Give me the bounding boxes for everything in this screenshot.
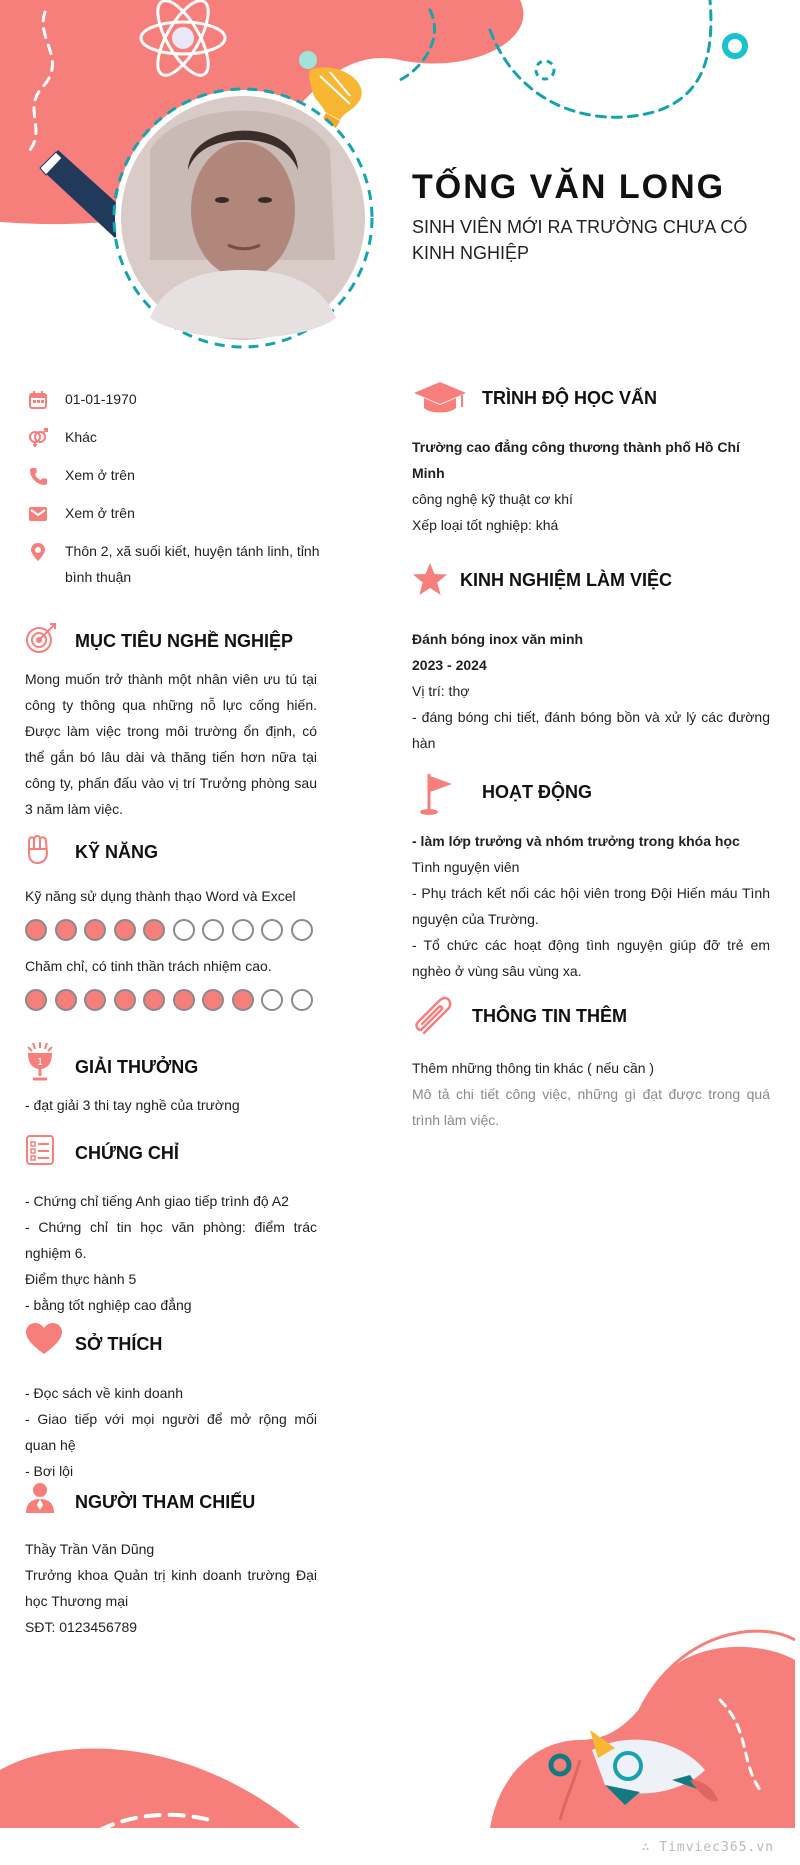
avatar-photo — [121, 96, 365, 340]
candidate-name: TỐNG VĂN LONG — [412, 168, 726, 206]
rating-dot — [84, 919, 106, 941]
experience-section — [412, 562, 770, 756]
trophy-icon — [25, 1040, 55, 1082]
reference-line: Trưởng khoa Quản trị kinh doanh trường Đại học Thương mại — [25, 1567, 317, 1609]
awards-header — [25, 1040, 317, 1084]
work-position: Vị trí: thợ — [412, 683, 470, 699]
rating-dot — [55, 919, 77, 941]
certificate-line: Điểm thực hành 5 — [25, 1271, 137, 1287]
awards-title: GIẢI THƯỞNG — [75, 1057, 199, 1077]
skills-header — [25, 833, 317, 871]
location-pin-icon — [28, 542, 48, 562]
experience-details — [412, 626, 770, 756]
reference-line: SĐT: 0123456789 — [25, 1619, 138, 1635]
person-icon — [25, 1482, 55, 1514]
email-value: Xem ở trên — [65, 505, 135, 521]
company-name: Đánh bóng inox văn minh — [412, 631, 584, 647]
hobby-line: - Giao tiếp với mọi người để mở rộng mối quan hệ — [25, 1411, 317, 1453]
watermark: ∴ Timviec365.vn — [641, 1840, 774, 1855]
rating-dot — [232, 919, 254, 941]
work-description: - đáng bóng chi tiết, đánh bóng bồn và xử lý các đường hàn — [412, 709, 770, 751]
rating-dot — [143, 919, 165, 941]
additional-placeholder: Mô tả chi tiết công việc, những gì đạt được trong quá trình làm việc. — [412, 1086, 770, 1128]
certificate-line: - Chứng chỉ tin học văn phòng: điểm trác nghiệm 6. — [25, 1219, 317, 1261]
skill-rating — [25, 989, 317, 1011]
award-line: - đạt giải 3 thi tay nghề của trường — [25, 1097, 240, 1113]
rating-dot — [202, 919, 224, 941]
skill-item — [25, 953, 317, 1011]
skills-title: KỸ NĂNG — [75, 842, 159, 862]
experience-header — [412, 562, 770, 600]
phone-value: Xem ở trên — [65, 467, 135, 483]
hobbies-title: SỞ THÍCH — [75, 1334, 163, 1354]
certificates-title: CHỨNG CHỈ — [75, 1143, 179, 1163]
education-section — [412, 380, 770, 538]
rating-dot — [143, 989, 165, 1011]
gender-icon — [28, 428, 48, 448]
additional-details — [412, 1055, 770, 1133]
references-header — [25, 1482, 317, 1520]
contact-info — [28, 386, 328, 602]
skill-name: Kỹ năng sử dụng thành thạo Word và Excel — [25, 888, 296, 904]
rating-dot — [202, 989, 224, 1011]
gender-value: Khác — [65, 429, 97, 445]
education-details — [412, 434, 770, 538]
certificates-list — [25, 1188, 317, 1318]
svg-text:1: 1 — [36, 1057, 44, 1068]
gender-row — [28, 424, 328, 450]
reference-line: Thầy Trần Văn Dũng — [25, 1541, 155, 1557]
skill-rating — [25, 919, 317, 941]
activities-section — [412, 770, 770, 984]
calendar-icon — [28, 390, 48, 410]
address-row — [28, 538, 328, 590]
rating-dot — [232, 989, 254, 1011]
activity-line: - Tổ chức các hoạt động tình nguyện giúp đỡ trẻ em nghèo ở vùng sâu vùng xa. — [412, 937, 770, 979]
rating-dot — [291, 989, 313, 1011]
paperclip-icon — [412, 995, 454, 1037]
objective-section — [25, 622, 317, 822]
email-row — [28, 500, 328, 526]
email-icon — [28, 504, 48, 524]
rating-dot — [261, 989, 283, 1011]
star-icon — [412, 562, 448, 596]
address-value: Thôn 2, xã suối kiết, huyện tánh linh, tỉnh bình thuận — [65, 543, 320, 585]
activities-details — [412, 828, 770, 984]
rating-dot — [291, 919, 313, 941]
phone-row — [28, 462, 328, 488]
experience-title: KINH NGHIỆM LÀM VIỆC — [460, 570, 673, 590]
hobbies-header — [25, 1322, 317, 1360]
rating-dot — [25, 989, 47, 1011]
heart-icon — [25, 1322, 63, 1356]
target-icon — [25, 622, 57, 654]
school-name: Trường cao đẳng công thương thành phố Hồ Chí Minh — [412, 439, 740, 481]
rating-dot — [114, 989, 136, 1011]
activities-title: HOẠT ĐỘNG — [482, 782, 592, 802]
flag-icon — [412, 770, 456, 816]
graduation-cap-icon — [412, 380, 468, 416]
education-header — [412, 380, 770, 420]
activity-line: Tình nguyện viên — [412, 859, 520, 875]
additional-title: THÔNG TIN THÊM — [472, 1006, 627, 1026]
birthday-row — [28, 386, 328, 412]
hobbies-list — [25, 1380, 317, 1484]
rating-dot — [55, 989, 77, 1011]
activities-header — [412, 770, 770, 816]
education-title: TRÌNH ĐỘ HỌC VẤN — [482, 388, 657, 408]
work-period: 2023 - 2024 — [412, 657, 487, 673]
birthday-value: 01-01-1970 — [65, 391, 137, 407]
hobby-line: - Bơi lội — [25, 1463, 74, 1479]
footer-decoration — [0, 1620, 800, 1865]
graduation-grade: Xếp loại tốt nghiệp: khá — [412, 517, 559, 533]
rating-dot — [173, 919, 195, 941]
additional-text: Thêm những thông tin khác ( nếu cần ) — [412, 1060, 655, 1076]
rating-dot — [114, 919, 136, 941]
skills-section — [25, 833, 317, 1023]
rating-dot — [261, 919, 283, 941]
rating-dot — [173, 989, 195, 1011]
checklist-icon — [25, 1134, 55, 1166]
hobby-line: - Đọc sách về kinh doanh — [25, 1385, 183, 1401]
objective-text: Mong muốn trở thành một nhân viên ưu tú tại công ty thông qua những nỗ lực cống hiến. Được làm việc trong môi trường ổn định, có thể gắn bó lâu dài và thăng tiến hơn nữa tại công ty, phấn đấu vào vị trí Trưởng phòng sau 3 năm làm việc. — [25, 671, 317, 817]
rating-dot — [84, 989, 106, 1011]
fist-icon — [25, 833, 51, 865]
rating-dot — [25, 919, 47, 941]
activity-heading: - làm lớp trưởng và nhóm trưởng trong khóa học — [412, 833, 740, 849]
skill-name: Chăm chỉ, có tinh thần trách nhiệm cao. — [25, 958, 272, 974]
certificates-header — [25, 1134, 317, 1172]
objective-header — [25, 622, 317, 660]
skill-item — [25, 883, 317, 941]
references-section — [25, 1482, 317, 1640]
certificate-line: - Chứng chỉ tiếng Anh giao tiếp trình độ A2 — [25, 1193, 289, 1209]
activity-line: - Phụ trách kết nối các hội viên trong Đội Hiến máu Tình nguyện của Trường. — [412, 885, 770, 927]
hobbies-section — [25, 1322, 317, 1484]
candidate-title: SINH VIÊN MỚI RA TRƯỜNG CHƯA CÓ KINH NGHIỆP — [412, 217, 748, 263]
major: công nghệ kỹ thuật cơ khí — [412, 491, 573, 507]
objective-title: MỤC TIÊU NGHỀ NGHIỆP — [75, 631, 294, 651]
certificates-section — [25, 1134, 317, 1318]
phone-icon — [28, 466, 48, 486]
references-title: NGƯỜI THAM CHIẾU — [75, 1492, 256, 1512]
awards-section — [25, 1040, 317, 1118]
additional-header — [412, 995, 770, 1039]
certificate-line: - bằng tốt nghiệp cao đẳng — [25, 1297, 192, 1313]
additional-section — [412, 995, 770, 1133]
